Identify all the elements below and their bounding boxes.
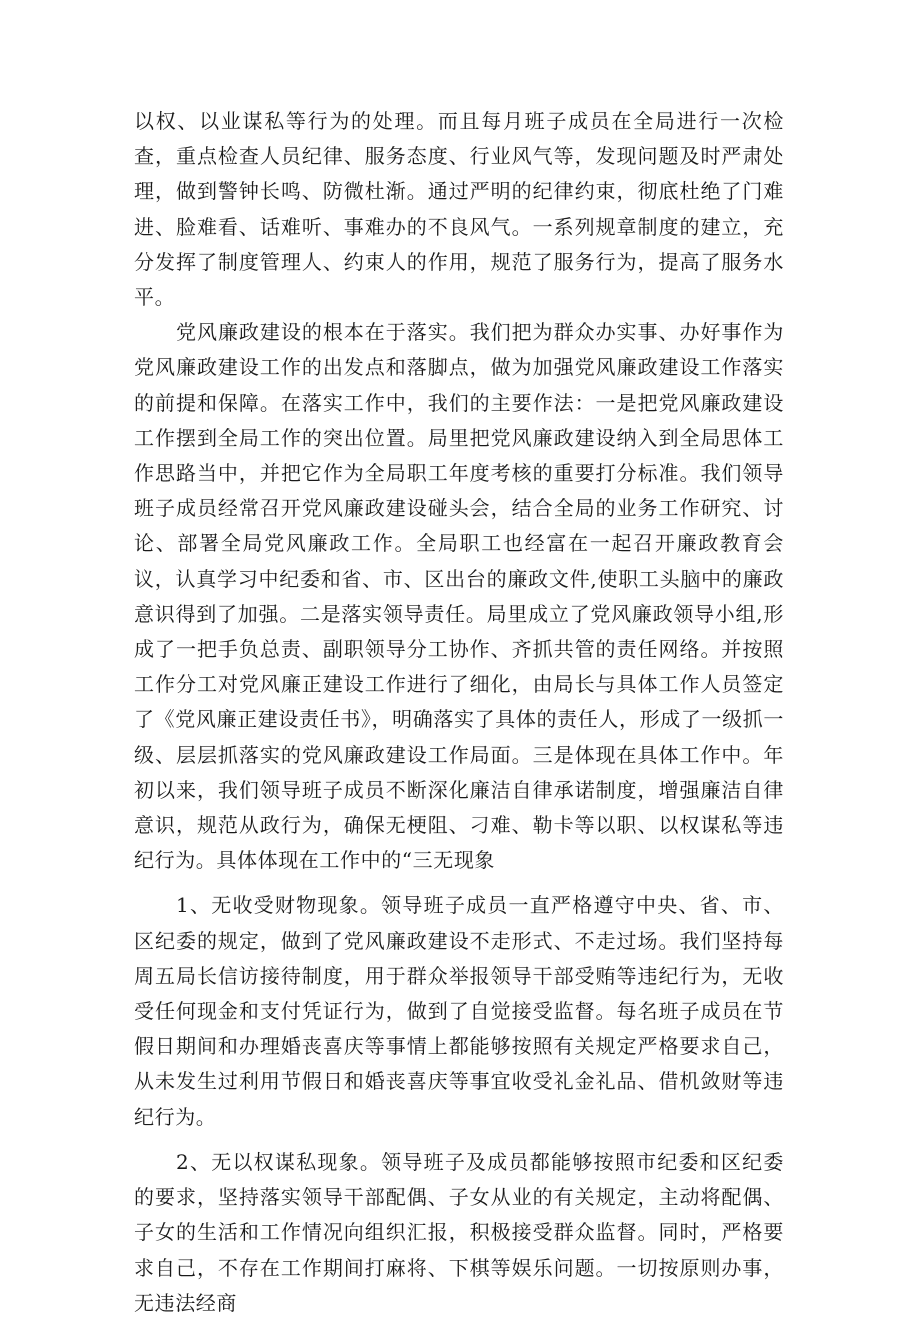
paragraph-no-gifts: 1、无收受财物现象。领导班子成员一直严格遵守中央、省、市、区纪委的规定，做到了党风廉政建设不走形式、不走过场。我们坚持每周五局长信访接待制度，用于群众举报领导干部受贿等违纪行为，无收受任何现金和支付凭证行为，做到了自觉接受监督。每名班子成员在节假日期间和办理婚丧喜庆等事情上都能够按照有关规定严格要求自己，从未发生过利用节假日和婚丧喜庆等事宜收受礼金礼品、借机敛财等违纪行为。 (134, 893, 784, 1129)
document-body (134, 104, 784, 1321)
paragraph-no-abuse-of-power: 2、无以权谋私现象。领导班子及成员都能够按照市纪委和区纪委的要求，坚持落实领导干部配偶、子女从业的有关规定，主动将配偶、子女的生活和工作情况向组织汇报，积极接受群众监督。同时，严格要求自己，不存在工作期间打麻将、下棋等娱乐问题。一切按原则办事，无违法经商 (134, 1149, 784, 1315)
paragraph-implementation: 党风廉政建设的根本在于落实。我们把为群众办实事、办好事作为党风廉政建设工作的出发点和落脚点，做为加强党风廉政建设工作落实的前提和保障。在落实工作中，我们的主要作法：一是把党风廉政建设工作摆到全局工作的突出位置。局里把党风廉政建设纳入到全局思体工作思路当中，并把它作为全局职工年度考核的重要打分标准。我们领导班子成员经常召开党风廉政建设碰头会，结合全局的业务工作研究、讨论、部署全局党风廉政工作。全局职工也经富在一起召开廉政教育会议，认真学习中纪委和省、市、区出台的廉政文件,使职工头脑中的廉政意识得到了加强。二是落实领导责任。局里成立了党风廉政领导小组,形成了一把手负总责、副职领导分工协作、齐抓共管的责任网络。并按照工作分工对党风廉正建设工作进行了细化，由局长与具体工作人员签定了《党风廉正建设责任书》，明确落实了具体的责任人，形成了一级抓一级、层层抓落实的党风廉政建设工作局面。三是体现在具体工作中。年初以来，我们领导班子成员不断深化廉洁自律承诺制度，增强廉洁自律意识，规范从政行为，确保无梗阻、刁难、勒卡等以职、以权谋私等违纪行为。具体体现在工作中的“三无现象 (134, 320, 784, 873)
paragraph-continuation: 以权、以业谋私等行为的处理。而且每月班子成员在全局进行一次检查，重点检查人员纪律、服务态度、行业风气等，发现问题及时严肃处理，做到警钟长鸣、防微杜渐。通过严明的纪律约束，彻底杜绝了门难进、脸难看、话难听、事难办的不良风气。一系列规章制度的建立，充分发挥了制度管理人、约束人的作用，规范了服务行为，提高了服务水平。 (134, 109, 784, 310)
